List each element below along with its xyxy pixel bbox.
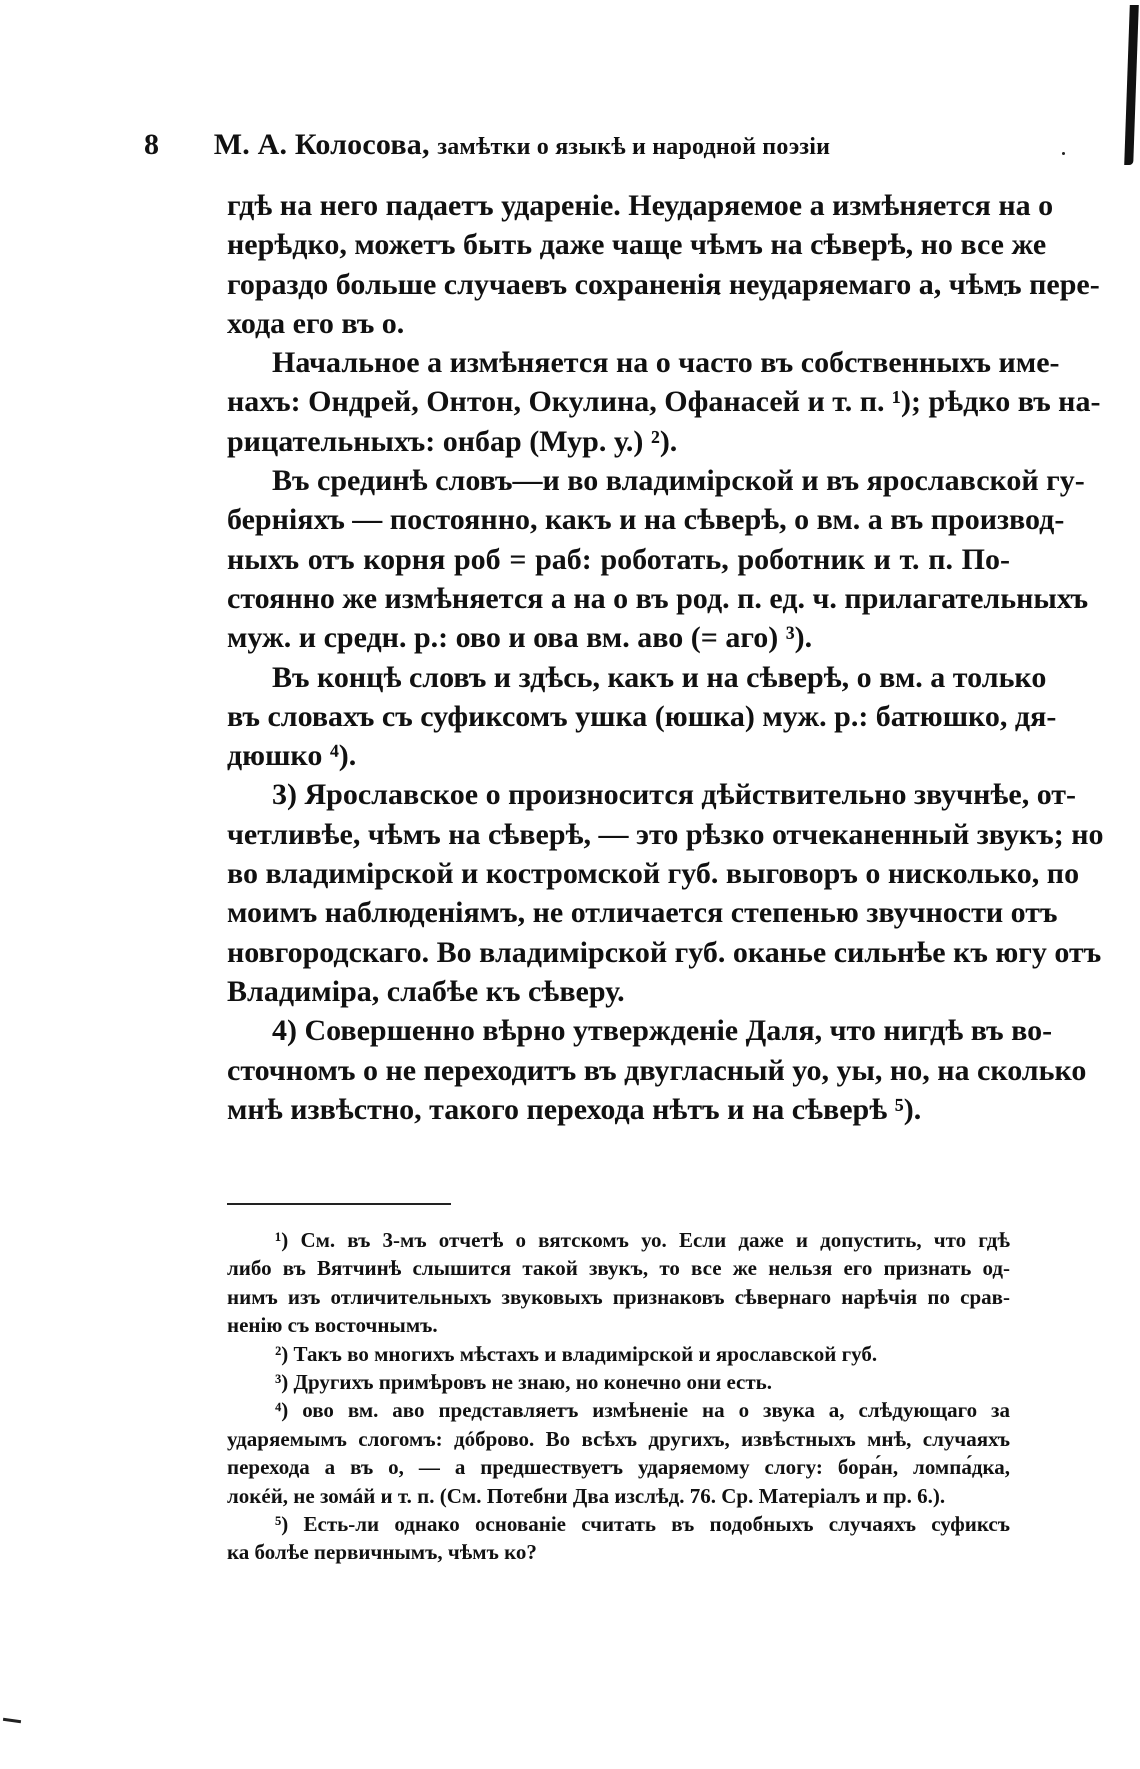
running-header: [144, 128, 1014, 162]
scan-corner-mark: [3, 1718, 21, 1723]
text-line: четливѣе, чѣмъ на сѣверѣ, — это рѣзко отчеканенный звукъ; но: [227, 817, 1104, 851]
scan-speck: [1062, 152, 1065, 155]
footnotes: [227, 1226, 1010, 1567]
footnote-line: ударяемымъ слогомъ: дóброво. Во всѣхъ другихъ, извѣстныхъ мнѣ, случаяхъ: [227, 1426, 1010, 1451]
footnote-line: ¹) См. въ 3-мъ отчетѣ о вятскомъ уо. Если даже и допустить, что гдѣ: [275, 1228, 1010, 1252]
footnote-line: ⁵) Есть-ли однако основаніе считать въ подобныхъ случаяхъ суфиксъ: [275, 1511, 1010, 1536]
text-line: мнѣ извѣстно, такого перехода нѣтъ и на сѣверѣ ⁵).: [227, 1092, 922, 1126]
text-line: нахъ: Ондрей, Онтон, Окулина, Офанасей и т. п. ¹); рѣдко въ на-: [227, 385, 1101, 419]
footnote-line: либо въ Вятчинѣ слышится такой звукъ, то все же нельзя его признать од-: [227, 1256, 1010, 1281]
header-author: М. А. Колосова,: [213, 128, 430, 161]
page-number: 8: [144, 128, 160, 161]
header-title: замѣтки о языкѣ и народной поэзіи: [437, 134, 831, 160]
footnote-separator: [227, 1203, 451, 1205]
text-line: нерѣдко, можетъ быть даже чаще чѣмъ на сѣверѣ, но все же: [227, 228, 1047, 262]
text-line: 3) Ярославское о произносится дѣйствительно звучнѣе, от-: [272, 778, 1077, 812]
text-line: гораздо больше случаевъ сохраненія неударяемаго а, чѣмъ пере-: [227, 267, 1100, 301]
text-line: новгородскаго. Во владимірской губ. оканье сильнѣе къ югу отъ: [227, 935, 1102, 969]
footnote-line: ²) Такъ во многихъ мѣстахъ и владимірской и ярославской губ.: [275, 1341, 878, 1366]
footnote-line: ненію съ восточнымъ.: [227, 1313, 438, 1338]
text-line: Въ срединѣ словъ—и во владимірской и въ ярославской гу-: [272, 464, 1085, 498]
text-line: въ словахъ съ суфиксомъ ушка (юшка) муж. р.: батюшко, дя-: [227, 699, 1057, 733]
text-line: берніяхъ — постоянно, какъ и на сѣверѣ, о вм. а въ производ-: [227, 503, 1065, 537]
text-line: гдѣ на него падаетъ удареніе. Неударяемое а измѣняется на о: [227, 189, 1054, 222]
footnote-line: ⁴) ово вм. аво представляетъ измѣненіе на о звука а, слѣдующаго за: [275, 1398, 1010, 1423]
text-line: Въ концѣ словъ и здѣсь, какъ и на сѣверѣ, о вм. а только: [272, 660, 1047, 694]
footnote-line: нимъ изъ отличительныхъ звуковыхъ признаковъ сѣвернаго нарѣчія по срав-: [227, 1284, 1010, 1309]
text-line: муж. и средн. р.: ово и ова вм. аво (= аго) ³).: [227, 621, 813, 655]
text-line: стоянно же измѣняется а на о въ род. п. ед. ч. прилагательныхъ: [227, 581, 1089, 615]
footnote-line: перехода а въ о, — а предшествуетъ ударяемому слогу: бора́н, ломпа́дка,: [227, 1455, 1010, 1480]
text-line: сточномъ о не переходитъ въ двугласный уо, уы, но, на сколько: [227, 1053, 1087, 1087]
footnote-line: ³) Другихъ примѣровъ не знаю, но конечно они есть.: [275, 1369, 773, 1394]
footnote-line: локéй, не зомáй и т. п. (См. Потебни Два изслѣд. 76. Ср. Матеріалъ и пр. 6.).: [227, 1483, 946, 1508]
text-line: Владиміра, слабѣе къ сѣверу.: [227, 974, 625, 1008]
text-line: ныхъ отъ корня роб = раб: роботать, роботник и т. п. По-: [227, 542, 1010, 576]
main-text: [227, 186, 1104, 1129]
scan-edge-artifact: [1124, 5, 1139, 165]
text-line: дюшко ⁴).: [227, 739, 357, 773]
footnote-line: ка болѣе первичнымъ, чѣмъ ко?: [227, 1540, 537, 1565]
text-line: рицательныхъ: онбар (Мур. у.) ²).: [227, 424, 678, 458]
text-line: хода его въ о.: [227, 306, 405, 340]
text-line: 4) Совершенно вѣрно утвержденіе Даля, что нигдѣ въ во-: [272, 1014, 1053, 1048]
text-line: моимъ наблюденіямъ, не отличается степенью звучности отъ: [227, 896, 1058, 930]
text-line: во владимірской и костромской губ. выговоръ о нисколько, по: [227, 857, 1080, 891]
text-line: Начальное а измѣняется на о часто въ собственныхъ име-: [272, 346, 1060, 380]
